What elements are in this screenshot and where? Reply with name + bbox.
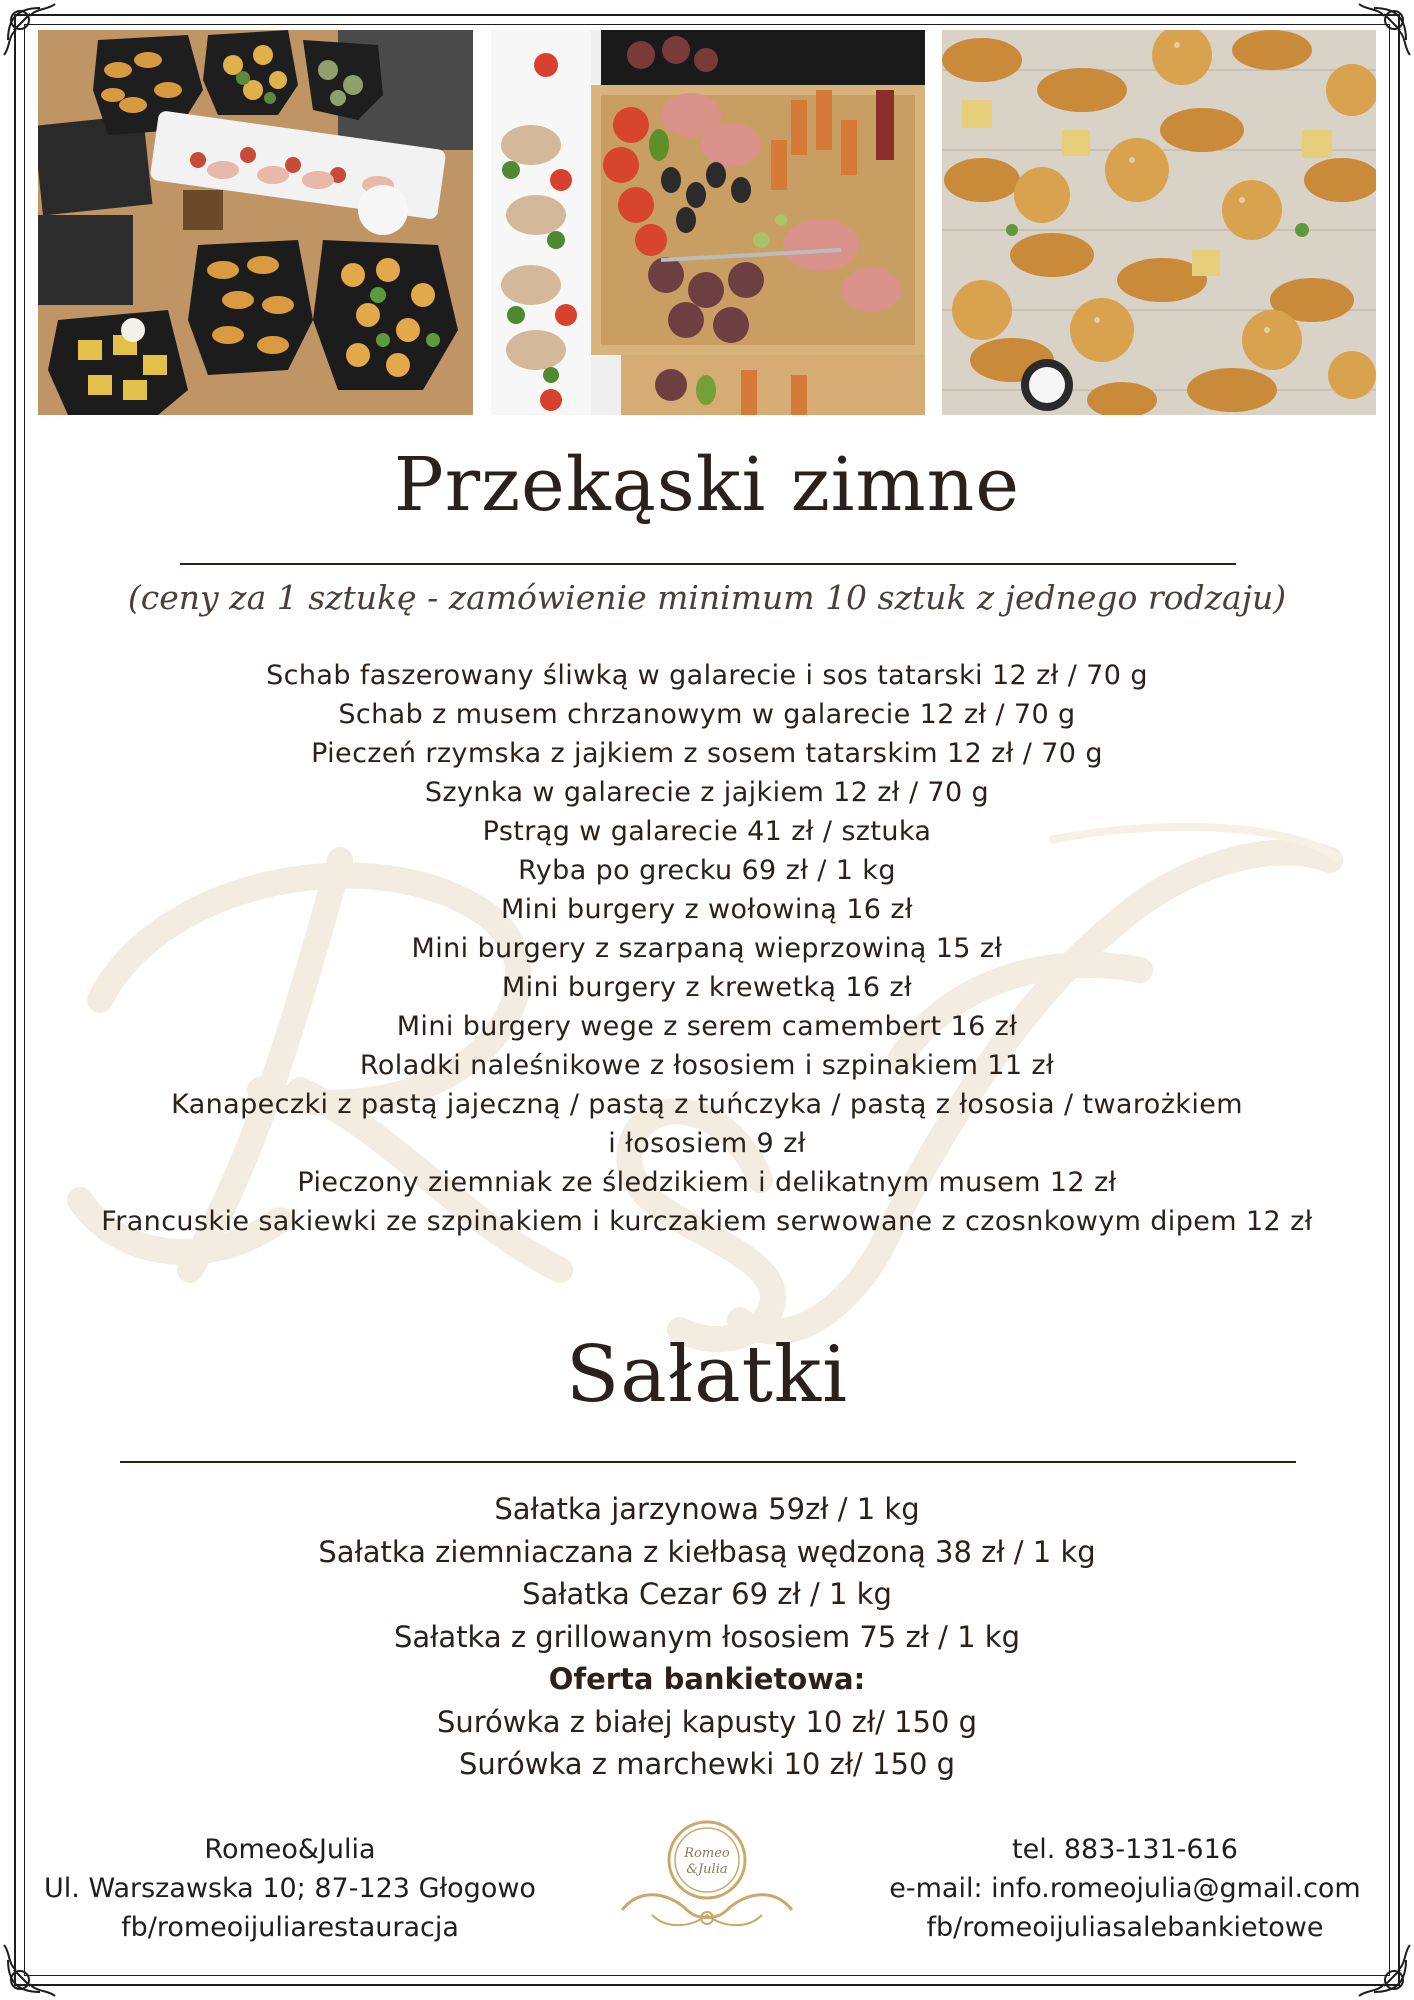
section-title-salads: Sałatki xyxy=(565,1330,849,1420)
menu-item: Schab z musem chrzanowym w galarecie 12 zł / 70 g xyxy=(338,699,1076,730)
menu-item: Mini burgery wege z serem camembert 16 zł xyxy=(396,1011,1018,1042)
menu-item: Roladki naleśnikowe z łososiem i szpinakiem 11 zł xyxy=(359,1050,1055,1081)
menu-item: Surówka z marchewki 10 zł/ 150 g xyxy=(458,1747,956,1781)
menu-item: Mini burgery z wołowiną 16 zł xyxy=(500,894,914,925)
menu-item: Sałatka Cezar 69 zł / 1 kg xyxy=(522,1577,892,1611)
menu-item: Mini burgery z szarpaną wieprzowiną 15 zł xyxy=(411,933,1003,964)
title-divider xyxy=(180,563,1236,565)
svg-text:Romeo: Romeo xyxy=(684,1846,730,1861)
footer-contact xyxy=(870,1830,1380,1947)
email-address[interactable]: e-mail: info.romeojulia@gmail.com xyxy=(889,1873,1361,1904)
salads-list xyxy=(60,1488,1354,1786)
cold-cuts-board-photo xyxy=(491,30,925,415)
menu-item: i łososiem 9 zł xyxy=(608,1128,806,1159)
croissants-burgers-photo xyxy=(942,30,1376,415)
menu-item: Pieczeń rzymska z jajkiem z sosem tatarskim 12 zł / 70 g xyxy=(311,738,1103,769)
menu-item: Schab faszerowany śliwką w galarecie i sos tatarski 12 zł / 70 g xyxy=(266,660,1148,691)
footer-address xyxy=(40,1830,540,1947)
menu-item: Francuskie sakiewki ze szpinakiem i kurczakiem serwowane z czosnkowym dipem 12 zł xyxy=(101,1206,1313,1237)
menu-item: Mini burgery z krewetką 16 zł xyxy=(501,972,913,1003)
menu-item: Sałatka ziemniaczana z kiełbasą wędzoną 38 zł / 1 kg xyxy=(318,1534,1096,1569)
title-divider xyxy=(120,1461,1296,1463)
banquet-offer-heading: Oferta bankietowa: xyxy=(548,1662,866,1696)
romeo-julia-logo-icon xyxy=(612,1815,802,1935)
catering-table-photo xyxy=(38,30,473,415)
cold-appetizers-list xyxy=(60,656,1354,1241)
menu-item: Surówka z białej kapusty 10 zł/ 150 g xyxy=(436,1704,978,1739)
facebook-banquet-link[interactable]: fb/romeoijuliasalebankietowe xyxy=(926,1912,1324,1943)
svg-text:&Julia: &Julia xyxy=(686,1862,728,1877)
menu-item: Kanapeczki z pastą jajeczną / pastą z tuńczyka / pastą z łososia / twarożkiem xyxy=(171,1089,1243,1120)
phone-number[interactable]: tel. 883-131-616 xyxy=(1012,1834,1238,1865)
menu-item: Pstrąg w galarecie 41 zł / sztuka xyxy=(482,816,932,847)
menu-item: Szynka w galarecie z jajkiem 12 zł / 70 g xyxy=(424,777,990,808)
menu-item: Sałatka z grillowanym łososiem 75 zł / 1 kg xyxy=(394,1619,1020,1654)
address: Ul. Warszawska 10; 87-123 Głogowo xyxy=(44,1873,536,1904)
menu-item: Pieczony ziemniak ze śledzikiem i delikatnym musem 12 zł xyxy=(297,1167,1117,1198)
facebook-restaurant-link[interactable]: fb/romeoijuliarestauracja xyxy=(121,1912,459,1943)
section-title-cold-appetizers: Przekąski zimne xyxy=(393,442,1021,528)
menu-item: Ryba po grecku 69 zł / 1 kg xyxy=(518,855,896,886)
menu-item: Sałatka jarzynowa 59zł / 1 kg xyxy=(494,1492,920,1526)
section-subtitle: (ceny za 1 sztukę - zamówienie minimum 10 sztuk z jednego rodzaju) xyxy=(127,578,1287,617)
restaurant-name: Romeo&Julia xyxy=(204,1834,376,1865)
